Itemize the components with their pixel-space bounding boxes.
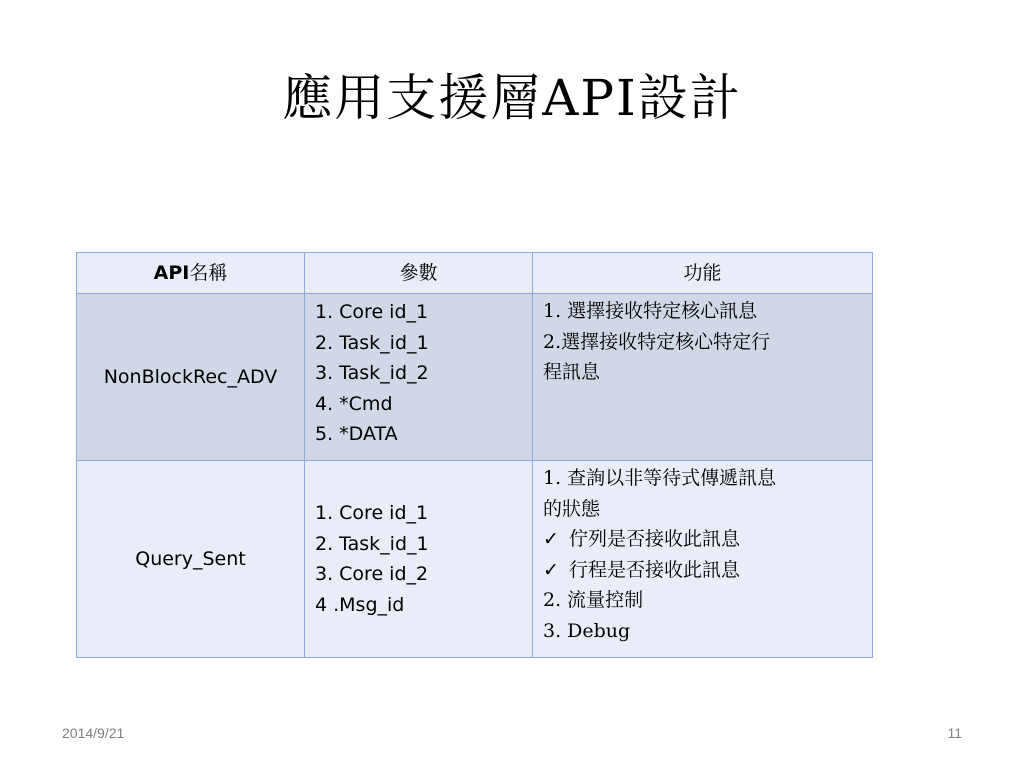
function-cell [533,294,873,461]
function-line: 的狀態 [543,497,601,520]
header-function: 功能 [533,253,873,294]
api-name-cell: NonBlockRec_ADV [77,294,305,461]
function-line: 3. Debug [543,619,631,642]
checkmark-icon: ✓ [543,558,559,581]
function-line: 1. 選擇接收特定核心訊息 [543,300,758,322]
slide-title: 應用支援層API設計 [282,69,742,127]
param-item: 1. Core id_1 [315,301,429,323]
function-line: 程訊息 [543,361,601,383]
param-item: 3. Core id_2 [315,563,429,585]
params-cell [305,294,533,461]
header-api-name: API名稱 [77,253,305,294]
checkmark-icon: ✓ [543,528,559,550]
table-row [77,294,873,461]
function-cell [533,461,873,658]
param-item: 5. *DATA [315,423,398,445]
check-item: ✓ 佇列是否接收此訊息 [543,524,862,555]
param-item: 4 .Msg_id [315,593,405,616]
header-params: 參數 [305,253,533,294]
param-item: 4. *Cmd [315,392,393,415]
api-table [76,252,873,658]
table-header-row [77,253,873,294]
param-item: 2. Task_id_1 [315,331,429,354]
page-number: 11 [947,725,962,741]
footer-date: 2014/9/21 [62,725,125,741]
check-item: ✓ 行程是否接收此訊息 [543,555,862,586]
function-line: 2. 流量控制 [543,589,644,611]
table-row [77,461,873,658]
param-item: 2. Task_id_1 [315,532,429,555]
function-line: 1. 查詢以非等待式傳遞訊息 [543,467,777,489]
param-item: 3. Task_id_2 [315,362,429,384]
function-line: 2.選擇接收特定核心特定行 [543,330,771,353]
param-item: 1. Core id_1 [315,502,429,524]
api-name-cell: Query_Sent [77,461,305,658]
params-cell [305,461,533,658]
